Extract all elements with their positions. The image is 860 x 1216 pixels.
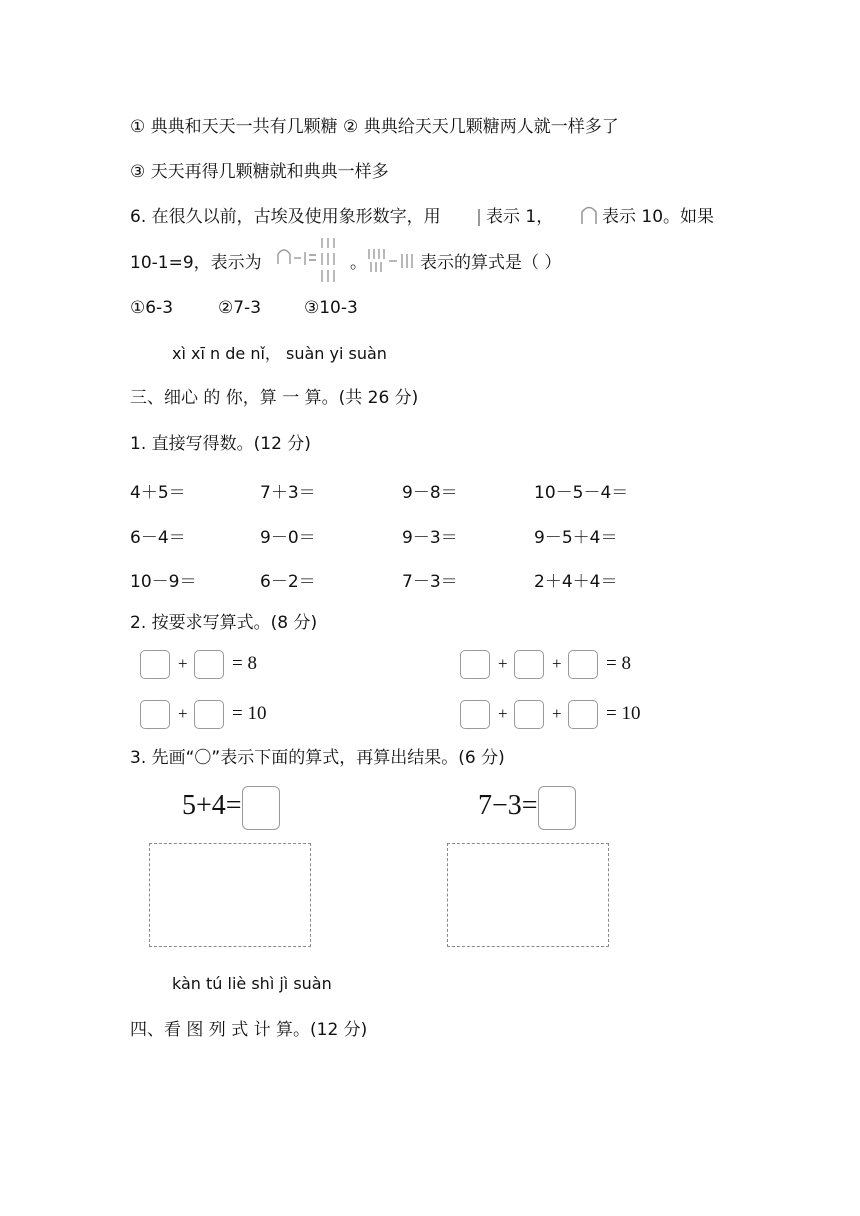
q1-item: 10－5－4＝ bbox=[534, 483, 629, 503]
answer-box[interactable] bbox=[140, 700, 170, 729]
plus-sign: + bbox=[498, 654, 508, 673]
q3-expression-1: 5+4= bbox=[182, 790, 242, 821]
answer-box[interactable] bbox=[194, 700, 224, 729]
answer-box[interactable] bbox=[514, 650, 544, 679]
q1-title: 1. 直接写得数。(12 分) bbox=[130, 434, 311, 454]
q3-drawing-area-2[interactable] bbox=[447, 843, 609, 947]
equals-eight: = 8 bbox=[606, 653, 631, 674]
q1-item: 7＋3＝ bbox=[260, 483, 316, 503]
q6-text-c: 表示 10。如果 bbox=[602, 207, 715, 227]
section-3-title: 三、细心 的 你，算 一 算。(共 26 分) bbox=[130, 388, 419, 408]
answer-box[interactable] bbox=[140, 650, 170, 679]
q6-text-b: 表示 1， bbox=[486, 207, 554, 227]
heel-ten-glyph bbox=[578, 204, 600, 226]
q3-result-box-1[interactable] bbox=[242, 786, 280, 830]
q6-option-3[interactable]: ③10-3 bbox=[304, 298, 358, 318]
q6-text-a: 6. 在很久以前，古埃及使用象形数字，用 bbox=[130, 207, 441, 227]
answer-box[interactable] bbox=[568, 650, 598, 679]
plus-sign: + bbox=[178, 654, 188, 673]
equals-ten: = 10 bbox=[606, 703, 641, 724]
q6-text-d: 10-1=9，表示为 bbox=[130, 253, 262, 273]
q6-option-2[interactable]: ②7-3 bbox=[218, 298, 262, 318]
q1-item: 6－2＝ bbox=[260, 572, 316, 592]
answer-box[interactable] bbox=[460, 650, 490, 679]
plus-sign: + bbox=[178, 704, 188, 723]
q1-item: 2＋4＋4＝ bbox=[534, 572, 618, 592]
equals-ten: = 10 bbox=[232, 703, 267, 724]
answer-box[interactable] bbox=[568, 700, 598, 729]
q3-expression-2: 7−3= bbox=[478, 790, 538, 821]
pinyin-section-4: kàn tú liè shì jì suàn bbox=[172, 974, 332, 993]
stroke-one-glyph bbox=[474, 206, 484, 228]
q6-text-e: 。 bbox=[350, 253, 367, 273]
answer-box[interactable] bbox=[460, 700, 490, 729]
question-hieroglyph bbox=[366, 246, 418, 276]
choice-line-2: ③ 天天再得几颗糖就和典典一样多 bbox=[130, 162, 389, 182]
choice-line-1: ① 典典和天天一共有几颗糖 ② 典典给天天几颗糖两人就一样多了 bbox=[130, 117, 619, 137]
answer-box[interactable] bbox=[194, 650, 224, 679]
q1-item: 9－0＝ bbox=[260, 528, 316, 548]
q3-drawing-area-1[interactable] bbox=[149, 843, 311, 947]
q1-item: 6－4＝ bbox=[130, 528, 186, 548]
q3-title: 3. 先画“〇”表示下面的算式，再算出结果。(6 分) bbox=[130, 748, 505, 768]
pinyin-section-3: xì xī n de nǐ， suàn yi suàn bbox=[172, 344, 387, 363]
answer-box[interactable] bbox=[514, 700, 544, 729]
q6-option-1[interactable]: ①6-3 bbox=[130, 298, 174, 318]
example-hieroglyph-equation bbox=[274, 236, 346, 284]
section-4-title: 四、看 图 列 式 计 算。(12 分) bbox=[130, 1020, 368, 1040]
plus-sign: + bbox=[498, 704, 508, 723]
q2-title: 2. 按要求写算式。(8 分) bbox=[130, 613, 318, 633]
q1-item: 7－3＝ bbox=[402, 572, 458, 592]
q6-text-f: 表示的算式是（ ） bbox=[420, 253, 562, 273]
equals-eight: = 8 bbox=[232, 653, 257, 674]
q3-result-box-2[interactable] bbox=[538, 786, 576, 830]
q1-item: 4＋5＝ bbox=[130, 483, 186, 503]
q1-item: 10－9＝ bbox=[130, 572, 197, 592]
plus-sign: + bbox=[552, 654, 562, 673]
q1-item: 9－3＝ bbox=[402, 528, 458, 548]
q1-item: 9－5＋4＝ bbox=[534, 528, 618, 548]
q1-item: 9－8＝ bbox=[402, 483, 458, 503]
plus-sign: + bbox=[552, 704, 562, 723]
